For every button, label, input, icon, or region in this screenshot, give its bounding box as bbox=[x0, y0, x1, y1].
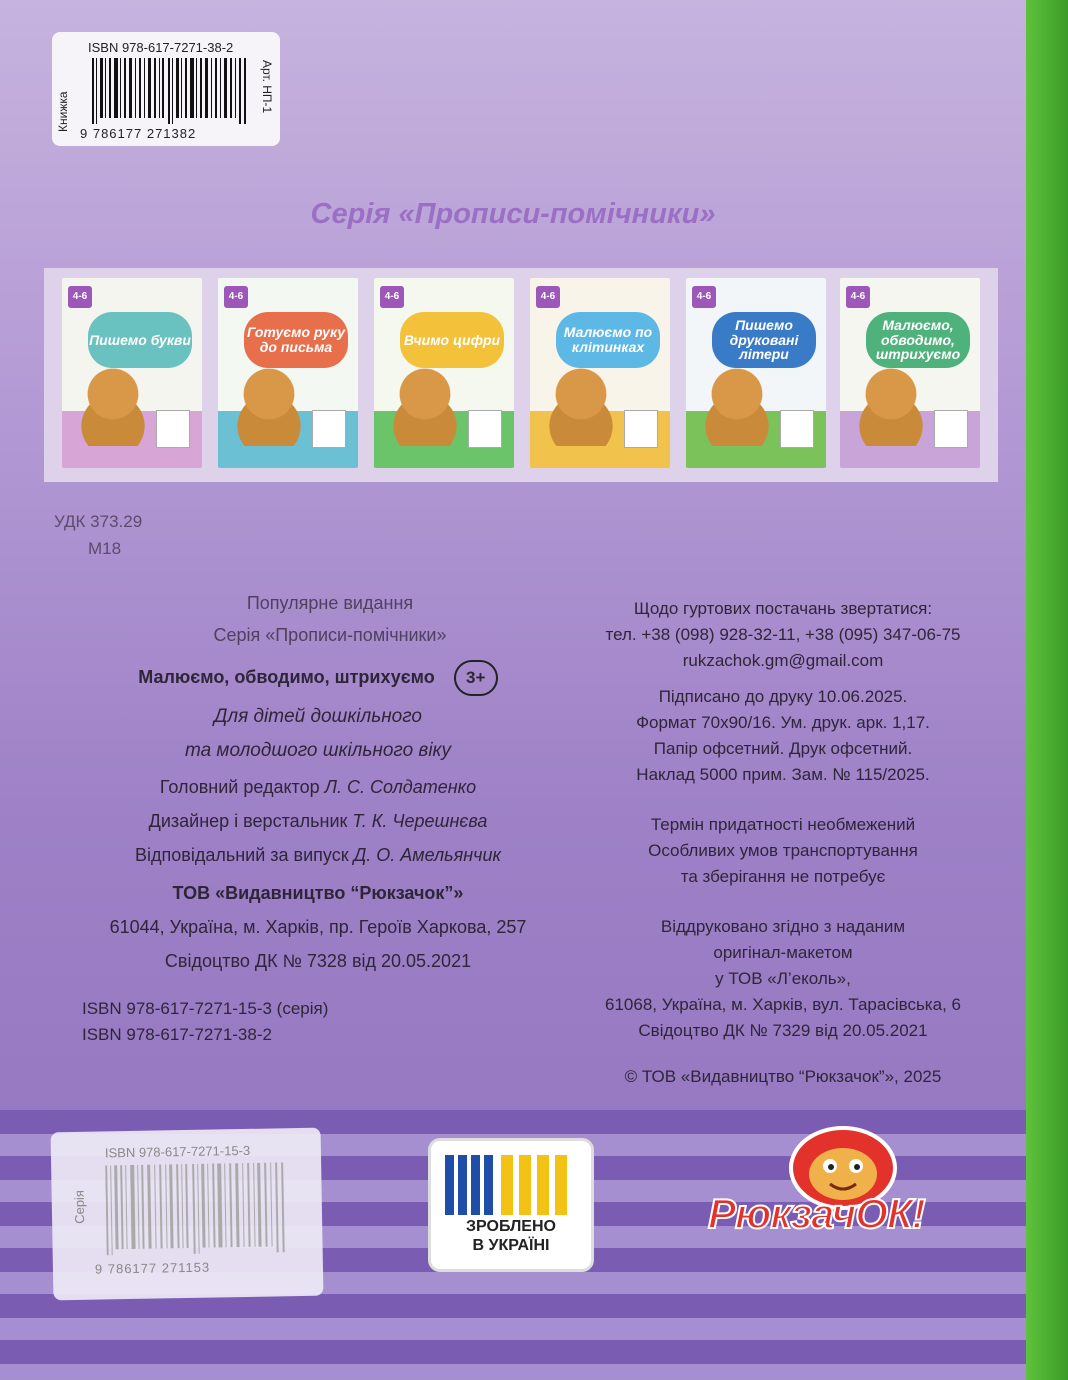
ukraine-stripes-icon bbox=[445, 1155, 577, 1215]
series-book-1 bbox=[62, 278, 202, 468]
article-number: Арт. НП-1 bbox=[260, 60, 274, 114]
barcode-isbn: ISBN 978-617-7271-38-2 bbox=[88, 40, 234, 55]
responsible-label: Відповідальний за випуск bbox=[135, 845, 349, 865]
editor-name: Л. С. Солдатенко bbox=[324, 777, 477, 797]
imprint-right-column bbox=[578, 596, 988, 1090]
mushroom-card-icon bbox=[934, 410, 968, 448]
book-title: Вчимо цифри bbox=[400, 312, 504, 368]
isbn-series: ISBN 978-617-7271-15-3 (серія) bbox=[82, 999, 329, 1018]
house-card-icon bbox=[624, 410, 658, 448]
series-barcode-side-label: Серія bbox=[71, 1189, 88, 1225]
udk-block bbox=[54, 508, 142, 562]
barcode-digits: 9 786177 271382 bbox=[80, 126, 197, 141]
printed-line-3: у ТОВ «Л’еколь», bbox=[715, 969, 851, 988]
age-badge: 4-6 bbox=[380, 286, 404, 308]
age-badge: 4-6 bbox=[536, 286, 560, 308]
imprint-left-column bbox=[40, 590, 596, 1048]
series-barcode-sticker bbox=[51, 1128, 324, 1301]
series-book-3 bbox=[374, 278, 514, 468]
age-badge: 4-6 bbox=[692, 286, 716, 308]
series-barcode-isbn: ISBN 978-617-7271-15-3 bbox=[104, 1142, 251, 1161]
book-spine bbox=[1026, 0, 1068, 1380]
publisher-certificate: Свідоцтво ДК № 7328 від 20.05.2021 bbox=[164, 951, 472, 971]
designer-label: Дизайнер і верстальник bbox=[148, 811, 348, 831]
barcode-icon bbox=[92, 58, 248, 124]
author-mark: М18 bbox=[88, 539, 122, 558]
paper-info: Папір офсетний. Друк офсетний. bbox=[653, 739, 913, 758]
signed-to-print: Підписано до друку 10.06.2025. bbox=[658, 687, 908, 706]
designer-name: Т. К. Черешнєва bbox=[352, 811, 488, 831]
book-title: Малюємо по клітинках bbox=[556, 312, 660, 368]
transport-line-2: та зберігання не потребує bbox=[680, 867, 886, 886]
phone-numbers: тел. +38 (098) 928-32-11, +38 (095) 347-06-75 bbox=[605, 625, 961, 644]
age-badge: 4-6 bbox=[224, 286, 248, 308]
responsible-name: Д. О. Амельянчик bbox=[353, 845, 501, 865]
age-badge: 4-6 bbox=[846, 286, 870, 308]
printed-line-1: Віддруковано згідно з наданим bbox=[660, 917, 906, 936]
bear-illustration-icon bbox=[390, 366, 460, 446]
square-card-icon bbox=[312, 410, 346, 448]
barcode-icon bbox=[105, 1162, 287, 1255]
book-title: Пишемо друковані літери bbox=[712, 312, 816, 368]
book-title: Малюємо, обводимо, штрихуємо bbox=[138, 666, 435, 687]
series-book-2 bbox=[218, 278, 358, 468]
audience-line-2: та молодшого шкільного віку bbox=[184, 740, 452, 761]
series-barcode-digits: 9 786177 271153 bbox=[94, 1259, 211, 1277]
wholesale-contact-label: Щодо гуртових постачань звертатися: bbox=[633, 599, 933, 618]
udk-code: УДК 373.29 bbox=[54, 512, 143, 531]
print-run: Наклад 5000 прим. Зам. № 115/2025. bbox=[636, 765, 930, 784]
audience-line-1: Для дітей дошкільного bbox=[214, 706, 422, 727]
logo-text: РюкзачОК! bbox=[708, 1190, 925, 1237]
number-card-icon bbox=[468, 410, 502, 448]
series-books-strip bbox=[44, 268, 998, 482]
series-book-4 bbox=[530, 278, 670, 468]
made-in-ukraine-badge bbox=[428, 1138, 594, 1272]
publisher-logo bbox=[708, 1110, 968, 1260]
series-book-5 bbox=[686, 278, 826, 468]
edition-type: Популярне видання bbox=[246, 593, 414, 613]
transport-line-1: Особливих умов транспортування bbox=[648, 841, 918, 860]
format-info: Формат 70х90/16. Ум. друк. арк. 1,17. bbox=[636, 713, 930, 732]
letter-card-icon bbox=[156, 410, 190, 448]
series-book-6 bbox=[840, 278, 980, 468]
age-badge: 4-6 bbox=[68, 286, 92, 308]
bear-illustration-icon bbox=[546, 366, 616, 446]
printed-line-5: Свідоцтво ДК № 7329 від 20.05.2021 bbox=[638, 1021, 928, 1040]
letter-a-card-icon bbox=[780, 410, 814, 448]
age-rating-badge: 3+ bbox=[454, 660, 498, 696]
publisher-address: 61044, Україна, м. Харків, пр. Героїв Харкова, 257 bbox=[109, 917, 527, 937]
series-title: Серія «Прописи-помічники» bbox=[310, 198, 716, 230]
bear-illustration-icon bbox=[702, 366, 772, 446]
isbn-barcode-sticker bbox=[52, 32, 280, 146]
book-title: Готуємо руку до письма bbox=[244, 312, 348, 368]
book-title: Малюємо, обводимо, штрихуємо bbox=[866, 312, 970, 368]
bear-illustration-icon bbox=[856, 366, 926, 446]
bear-illustration-icon bbox=[234, 366, 304, 446]
isbn-book: ISBN 978-617-7271-38-2 bbox=[82, 1025, 272, 1044]
printed-line-2: оригінал-макетом bbox=[713, 943, 853, 962]
copyright: © ТОВ «Видавництво “Рюкзачок”», 2025 bbox=[624, 1067, 942, 1086]
made-in-ukraine-line-2: В УКРАЇНІ bbox=[472, 1237, 550, 1254]
bear-illustration-icon bbox=[78, 366, 148, 446]
publisher-name: ТОВ «Видавництво “Рюкзачок”» bbox=[172, 883, 464, 903]
barcode-side-label: Книжка bbox=[56, 91, 70, 132]
printed-line-4: 61068, Україна, м. Харків, вул. Тарасівська, 6 bbox=[605, 995, 961, 1014]
book-title: Пишемо букви bbox=[88, 312, 192, 368]
contact-email: rukzachok.gm@gmail.com bbox=[682, 651, 884, 670]
series-name: Серія «Прописи-помічники» bbox=[213, 625, 447, 645]
editor-label: Головний редактор bbox=[159, 777, 320, 797]
shelf-life: Термін придатності необмежений bbox=[650, 815, 916, 834]
made-in-ukraine-line-1: ЗРОБЛЕНО bbox=[466, 1218, 556, 1235]
